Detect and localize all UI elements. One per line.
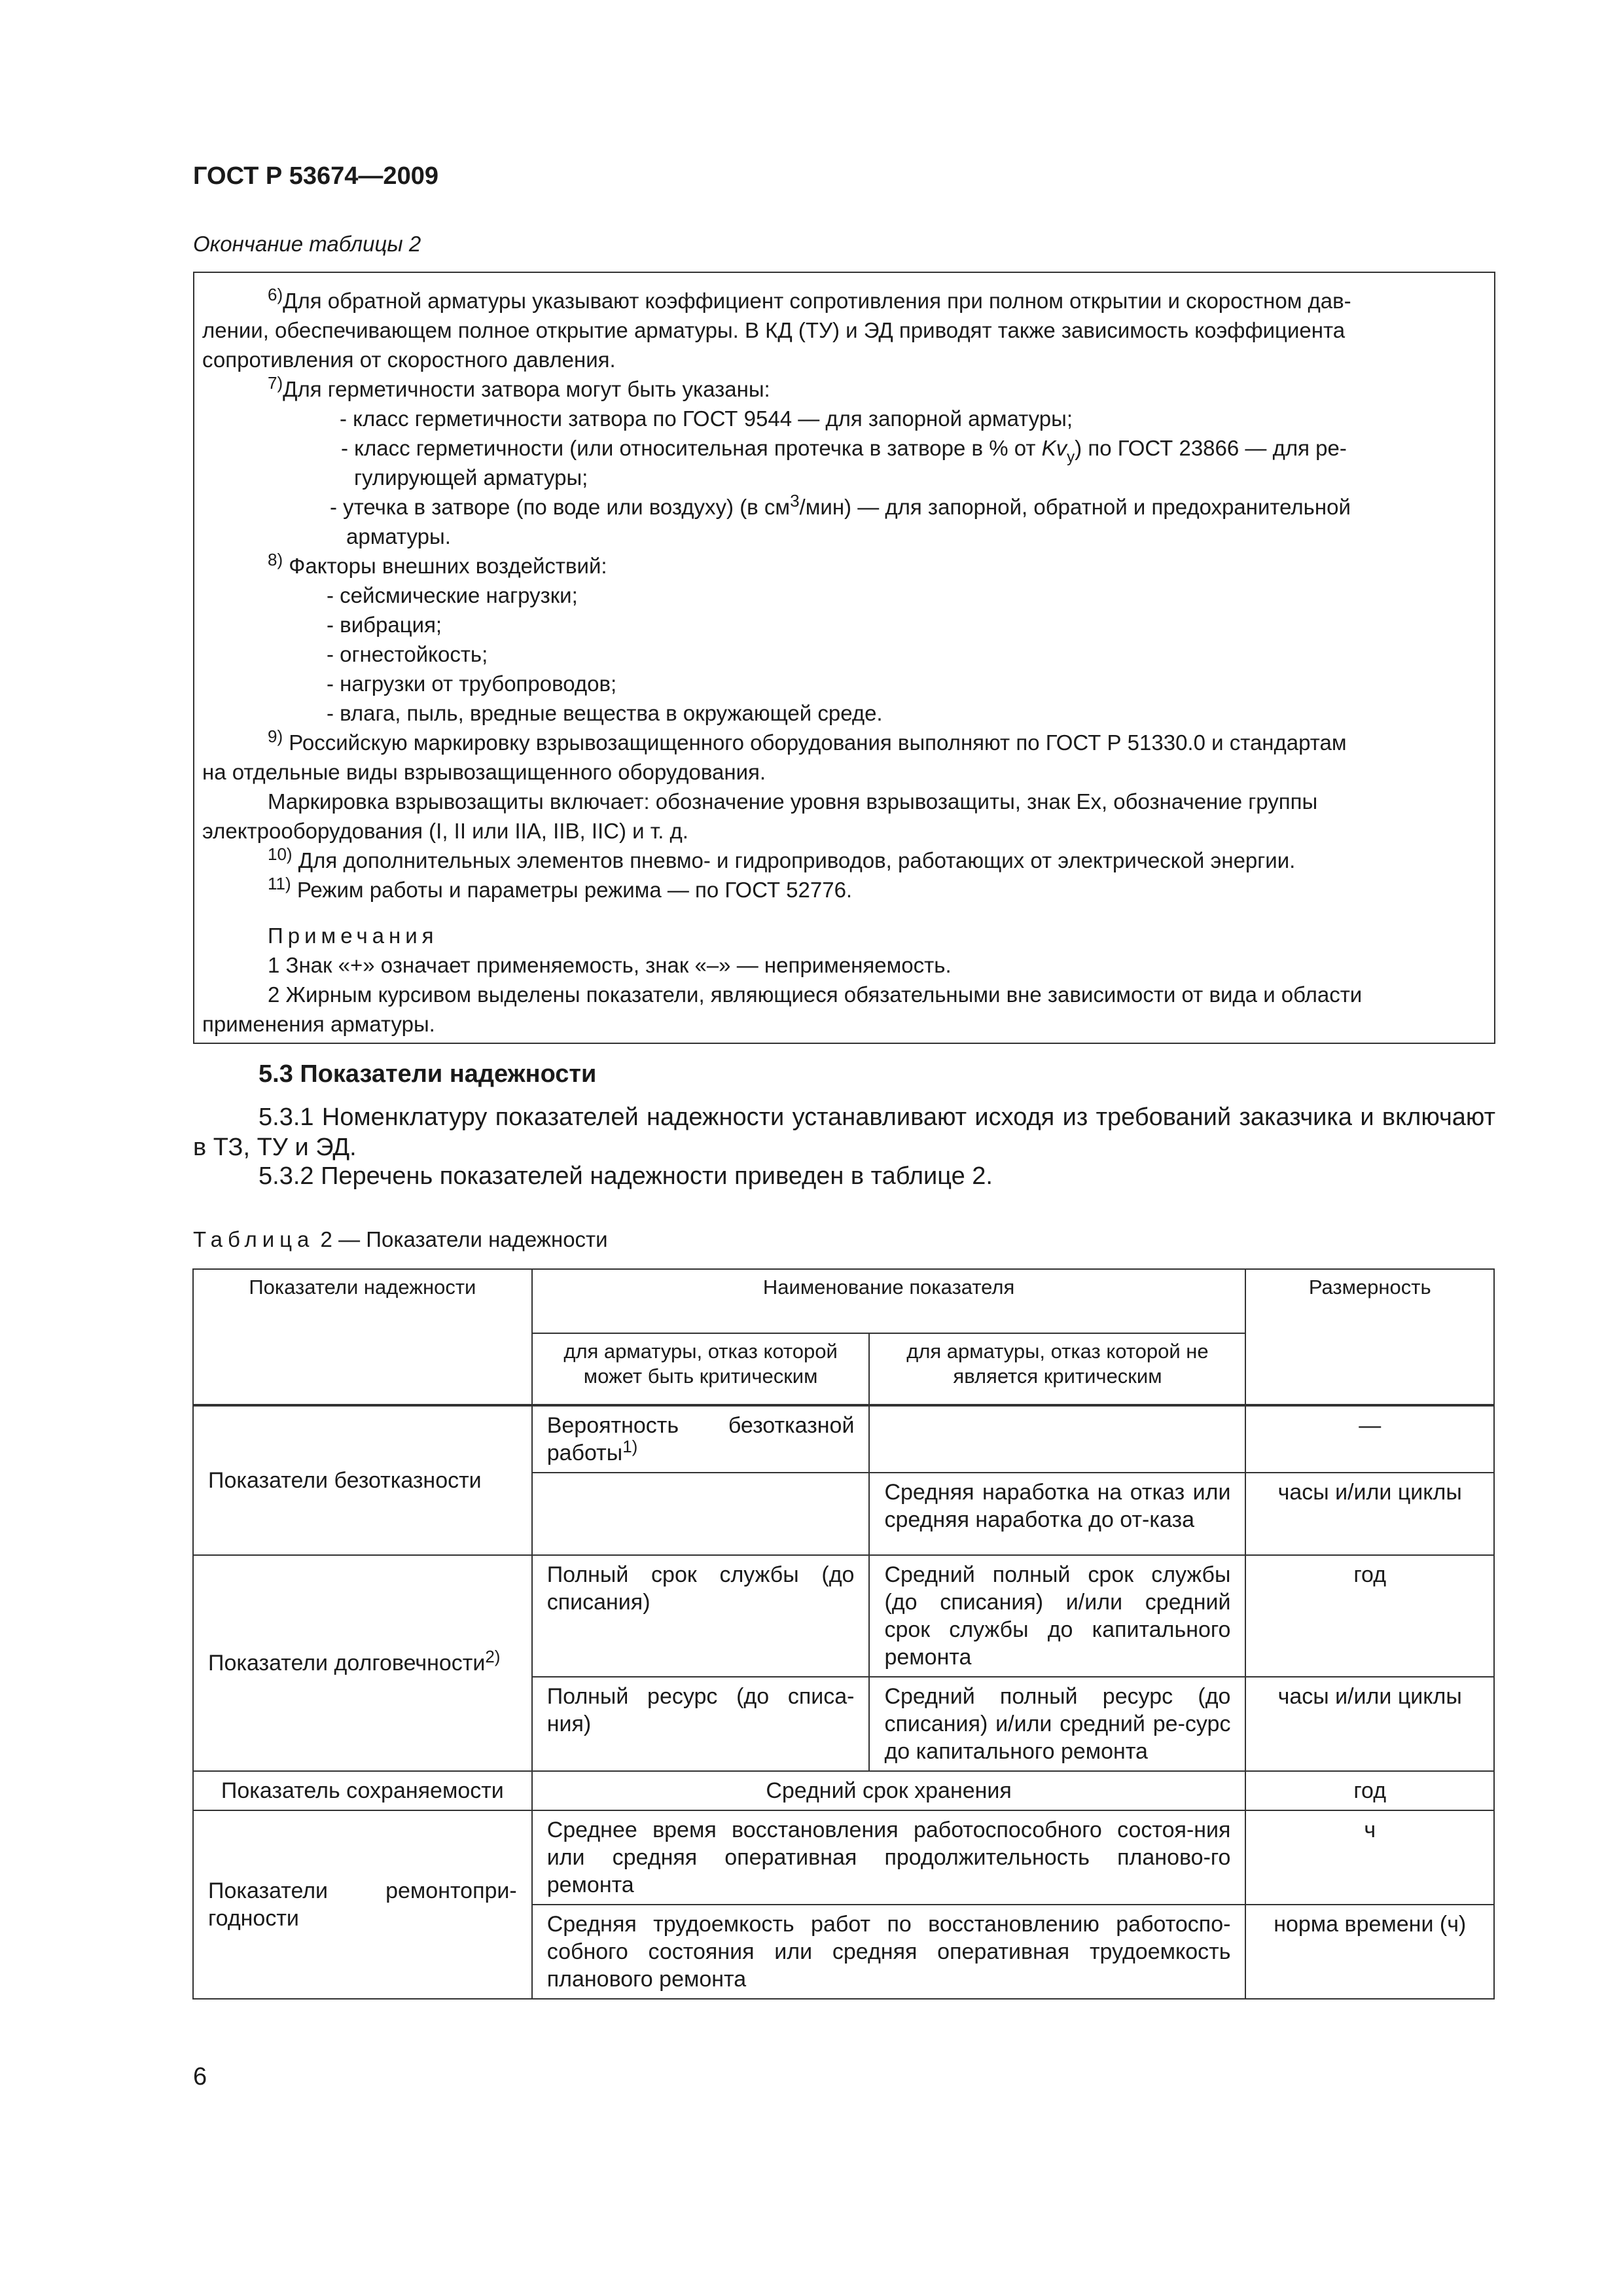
footnote-text: Режим работы и параметры режима — по ГОСТ 52776.: [296, 878, 853, 902]
table-cell: Полный срок службы (до списания): [532, 1555, 870, 1677]
cube-superscript: 3: [790, 491, 800, 511]
cell-text: ремонтопри-: [385, 1878, 517, 1903]
footnote-8-item: - огнестойкость;: [327, 642, 488, 666]
page-number: 6: [193, 2063, 207, 2090]
footnote-mark: 6): [268, 285, 283, 304]
footnote-text: Для обратной арматуры указывают коэффициент сопротивления при полном открытии и скоростном дав-: [283, 289, 1351, 313]
paragraph-5-3-1: 5.3.1 Номенклатуру показателей надежности устанавливают исходя из требований заказчика и включают в ТЗ, ТУ и ЭД.: [193, 1103, 1495, 1161]
note-2-line: применения арматуры.: [202, 1012, 435, 1036]
footnote-11: [202, 875, 1486, 905]
footnote-text: Для дополнительных элементов пневмо- и гидроприводов, работающих от электрической энергии.: [298, 848, 1296, 872]
table-cell: Полный ресурс (до списа-ния): [532, 1677, 870, 1771]
section-title: 5.3 Показатели надежности: [259, 1060, 597, 1088]
footnote-text: Российскую маркировку взрывозащищенного оборудования выполняют по ГОСТ Р 51330.0 и стандартам: [289, 730, 1347, 755]
footnote-9-line: электрооборудования (I, II или IIA, IIB, IIC) и т. д.: [202, 819, 688, 843]
cell-text: Вероятность: [546, 1413, 679, 1438]
kv-symbol: Kv: [1041, 436, 1067, 460]
footnote-8-item: - влага, пыль, вредные вещества в окружающей среде.: [327, 701, 883, 725]
document-title: ГОСТ Р 53674—2009: [193, 162, 438, 190]
table-cell: [532, 1405, 870, 1473]
table-row: [193, 1810, 1494, 1905]
item-text: /мин) — для запорной, обратной и предохранительной: [799, 495, 1351, 519]
notes-title: Примечания: [268, 924, 438, 948]
footnote-7-item: [202, 492, 1486, 522]
footnote-7-item-cont: [202, 463, 1486, 492]
footnote-text: Для герметичности затвора могут быть указаны:: [283, 377, 770, 401]
table-caption-text: 2 — Показатели надежности: [314, 1227, 608, 1251]
footnote-7-item: [202, 433, 1486, 466]
table-row: [193, 1405, 1494, 1473]
footnotes-box: [193, 272, 1495, 1044]
footnote-9: [202, 728, 1486, 757]
item-text: арматуры.: [346, 524, 451, 548]
cell-text: Показатели: [208, 1878, 329, 1903]
table-continuation-label: Окончание таблицы 2: [193, 232, 421, 256]
header-dimension: Размерность: [1245, 1269, 1494, 1405]
footnote-9-line: на отдельные виды взрывозащищенного оборудования.: [202, 760, 766, 784]
footnote-mark: 9): [268, 726, 283, 746]
table-row: [193, 1771, 1494, 1810]
footnote-mark: 10): [268, 844, 293, 864]
row-label-storability: Показатель сохраняемости: [193, 1771, 532, 1810]
header-noncritical-failure: для арматуры, отказ которой не является критическим: [869, 1333, 1245, 1405]
footnote-9-line: Маркировка взрывозащиты включает: обозначение уровня взрывозащиты, знак Ex, обозначение группы: [268, 789, 1318, 814]
table-row: [193, 1555, 1494, 1677]
table-header-row: [193, 1269, 1494, 1333]
table-cell: часы и/или циклы: [1245, 1473, 1494, 1555]
table-cell: ч: [1245, 1810, 1494, 1905]
footnote-mark: 7): [268, 373, 283, 393]
table-cell: часы и/или циклы: [1245, 1677, 1494, 1771]
table-cell: Средняя трудоемкость работ по восстановлению работоспо-собного состояния или средняя оперативная трудоемкость планового ремонта: [532, 1905, 1246, 1999]
header-reliability-indicators: Показатели надежности: [193, 1269, 532, 1405]
footnote-mark: 8): [268, 550, 283, 569]
footnote-ref: 1): [622, 1437, 638, 1456]
item-text: - утечка в затворе (по воде или воздуху) (в см: [330, 495, 791, 519]
table-cell: Средний полный срок службы (до списания) и/или средний срок службы до капитального ремонта: [869, 1555, 1245, 1677]
footnote-8-item: - нагрузки от трубопроводов;: [327, 672, 617, 696]
cell-text: Показатели долговечности: [208, 1651, 486, 1676]
footnote-mark: 11): [268, 874, 291, 893]
footnote-ref: 2): [485, 1647, 501, 1666]
table-cell: норма времени (ч): [1245, 1905, 1494, 1999]
paragraph-5-3-2: 5.3.2 Перечень показателей надежности приведен в таблице 2.: [259, 1162, 993, 1190]
cell-text: работы: [546, 1441, 623, 1465]
footnote-7-item-cont: [202, 522, 1486, 551]
table-cell: Среднее время восстановления работоспособного состоя-ния или средняя оперативная продолжительность планово-го ремонта: [532, 1810, 1246, 1905]
footnote-6: [202, 286, 1486, 315]
table-cell: Средний срок хранения: [532, 1771, 1246, 1810]
item-text: гулирующей арматуры;: [354, 465, 588, 490]
table-cell: Средняя наработка на отказ или средняя наработка до от-каза: [869, 1473, 1245, 1555]
row-label-maintainability: [193, 1810, 532, 1999]
table-cell: —: [1245, 1405, 1494, 1473]
footnote-6-line: сопротивления от скоростного давления.: [202, 348, 616, 372]
footnote-7-item: - класс герметичности затвора по ГОСТ 9544 — для запорной арматуры;: [340, 406, 1073, 431]
note-1: 1 Знак «+» означает применяемость, знак «–» — неприменяемость.: [268, 953, 952, 977]
footnote-text: Факторы внешних воздействий:: [289, 554, 607, 578]
table-cell-empty: [869, 1405, 1245, 1473]
note-2: 2 Жирным курсивом выделены показатели, являющиеся обязательными вне зависимости от вида и области: [268, 982, 1363, 1007]
table-cell: год: [1245, 1555, 1494, 1677]
row-label-durability: [193, 1555, 532, 1771]
item-text: ) по ГОСТ 23866 — для ре-: [1075, 436, 1347, 460]
footnote-7: [202, 374, 1486, 404]
footnote-8: [202, 551, 1486, 581]
table-caption-word: Таблица: [193, 1227, 315, 1251]
table-cell: Средний полный ресурс (до списания) и/или средний ре-сурс до капитального ремонта: [869, 1677, 1245, 1771]
row-label-reliability: Показатели безотказности: [193, 1405, 532, 1555]
reliability-table: [192, 1268, 1495, 2000]
cell-text: безотказной: [728, 1413, 855, 1438]
table-cell-empty: [532, 1473, 870, 1555]
footnote-8-item: - сейсмические нагрузки;: [327, 583, 578, 607]
table-cell: год: [1245, 1771, 1494, 1810]
header-indicator-name: Наименование показателя: [532, 1269, 1246, 1333]
table-caption: [193, 1227, 608, 1252]
footnote-8-item: - вибрация;: [327, 613, 442, 637]
kv-subscript: y: [1067, 448, 1075, 466]
item-text: - класс герметичности (или относительная протечка в затворе в % от: [341, 436, 1042, 460]
cell-text: годности: [208, 1906, 299, 1931]
footnote-6-line: лении, обеспечивающем полное открытие арматуры. В КД (ТУ) и ЭД приводят также зависимость коэффициента: [202, 318, 1346, 342]
footnote-10: [202, 846, 1486, 875]
header-critical-failure: для арматуры, отказ которой может быть критическим: [532, 1333, 870, 1405]
